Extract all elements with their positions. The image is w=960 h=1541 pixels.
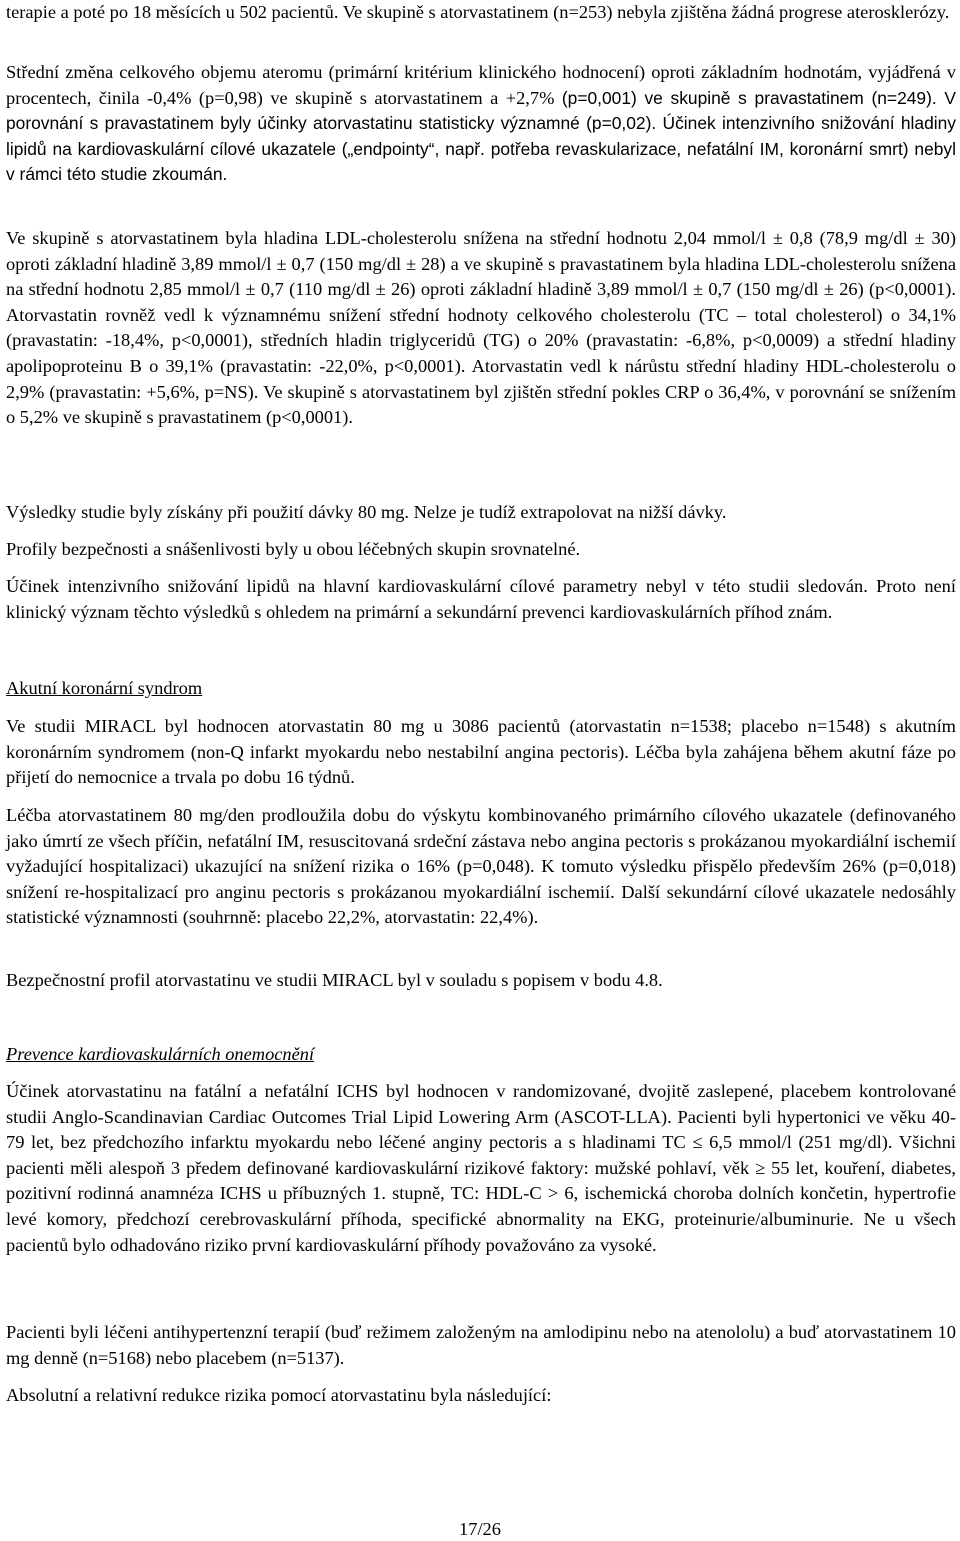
paragraph-safety-profiles: Profily bezpečnosti a snášenlivosti byly u obou léčebných skupin srovnatelné. xyxy=(6,539,581,559)
paragraph-miracl-safety: Bezpečnostní profil atorvastatinu ve studii MIRACL byl v souladu s popisem v bodu 4.8. xyxy=(6,970,663,990)
paragraph-atheroma-volume-part2: (p=0,001) ve skupině s pravastatinem (n=249). V porovnání s pravastatinem byly účinky atorvastatinu statisticky významné (p=0,02). Účinek intenzivního snižování hladiny lipidů na kardiovaskulární cílové ukazatele („endpointy“, např. potřeba revaskularizace, nefatální IM, koronární smrt) nebyl v rámci této studie zkoumán. xyxy=(6,87,956,185)
section-heading-cardiovascular-prevention: Prevence kardiovaskulárních onemocnění xyxy=(6,1044,315,1064)
page-number: 17/26 xyxy=(459,1519,501,1539)
paragraph-miracl-study: Ve studii MIRACL byl hodnocen atorvastatin 80 mg u 3086 pacientů (atorvastatin n=1538; placebo n=1548) s akutním koronárním syndromem (non-Q infarkt myokardu nebo nestabilní angina pectoris). Léčba byla zahájena během akutní fáze po přijetí do nemocnice a trvala po dobu 16 týdnů. xyxy=(6,716,956,788)
paragraph-antihypertensive-therapy: Pacienti byli léčeni antihypertenzní terapií (buď režimem založeným na amlodipinu nebo na atenololu) a buď atorvastatinem 10 mg denně (n=5168) nebo placebem (n=5137). xyxy=(6,1322,956,1368)
paragraph-clinical-significance: Účinek intenzivního snižování lipidů na hlavní kardiovaskulární cílové parametry nebyl v této studii sledován. Proto není klinický význam těchto výsledků s ohledem na primární a sekundární prevenci kardiovaskulárních příhod znám. xyxy=(6,576,956,622)
paragraph-atheroma-volume xyxy=(6,60,956,188)
paragraph-dose-note: Výsledky studie byly získány při použití dávky 80 mg. Nelze je tudíž extrapolovat na nižší dávky. xyxy=(6,502,727,522)
paragraph-miracl-results: Léčba atorvastatinem 80 mg/den prodloužila dobu do výskytu kombinovaného primárního cílového ukazatele (definovaného jako úmrtí ze všech příčin, nefatální IM, resuscitovaná srdeční zástava nebo angina pectoris s prokázanou myokardiální ischemií vyžadující hospitalizaci) ukazující na snížení rizika o 16% (p=0,048). K tomuto výsledku přispělo především 26% (p=0,018) snížení re-hospitalizací pro anginu pectoris s prokázanou myokardiální ischemií. Další sekundární cílové ukazatele nedosáhly statistické významnosti (souhrnně: placebo 22,2%, atorvastatin: 22,4%). xyxy=(6,805,956,928)
section-heading-acute-coronary-syndrome: Akutní koronární syndrom xyxy=(6,678,203,698)
paragraph-atheroma-volume-part1: Střední změna celkového objemu ateromu (primární kritérium klinického hodnocení) oproti základním hodnotám, vyjádřená v procentech, činila -0,4% (p=0,98) ve skupině s atorvastatinem a +2,7% xyxy=(6,62,956,108)
paragraph-progression-result: terapie a poté po 18 měsících u 502 pacientů. Ve skupině s atorvastatinem (n=253) nebyla zjištěna žádná progrese aterosklerózy. xyxy=(6,2,950,22)
paragraph-risk-reduction-intro: Absolutní a relativní redukce rizika pomocí atorvastatinu byla následující: xyxy=(6,1385,552,1405)
paragraph-ldl-results: Ve skupině s atorvastatinem byla hladina LDL-cholesterolu snížena na střední hodnotu 2,04 mmol/l ± 0,8 (78,9 mg/dl ± 30) oproti základní hladině 3,89 mmol/l ± 0,7 (150 mg/dl ± 28) a ve skupině s pravastatinem byla hladina LDL-cholesterolu snížena na střední hodnotu 2,85 mmol/l ± 0,7 (110 mg/dl ± 26) oproti základní hladině 3,89 mmol/l ± 0,7 (150 mg/dl ± 26) (p<0,0001). Atorvastatin rovněž vedl k významnému snížení střední hodnoty celkového cholesterolu (TC – total cholesterol) o 34,1% (pravastatin: -18,4%, p<0,0001), středních hladin triglyceridů (TG) o 20% (pravastatin: -6,8%, p<0,0009) a střední hladiny apolipoproteinu B o 39,1% (pravastatin: -22,0%, p<0,0001). Atorvastatin vedl k nárůstu střední hladiny HDL-cholesterolu o 2,9% (pravastatin: +5,6%, p=NS). Ve skupině s atorvastatinem byl zjištěn střední pokles CRP o 36,4%, v porovnání se snížením o 5,2% ve skupině s pravastatinem (p<0,0001). xyxy=(6,228,956,428)
paragraph-ascot-lla: Účinek atorvastatinu na fatální a nefatální ICHS byl hodnocen v randomizované, dvojitě zaslepené, placebem kontrolované studii Anglo-Scandinavian Cardiac Outcomes Trial Lipid Lowering Arm (ASCOT-LLA). Pacienti byli hypertonici ve věku 40-79 let, bez předchozího infarktu myokardu nebo léčené anginy pectoris a s hladinami TC ≤ 6,5 mmol/l (251 mg/dl). Všichni pacienti měli alespoň 3 předem definované kardiovaskulární rizikové faktory: mužské pohlaví, věk ≥ 55 let, kouření, diabetes, pozitivní rodinná anamnéza ICHS u příbuzných 1. stupně, TC: HDL-C > 6, ischemická choroba dolních končetin, hypertrofie levé komory, předchozí cerebrovaskulární příhoda, specifické abnormality na EKG, proteinurie/albuminurie. Ne u všech pacientů bylo odhadováno riziko první kardiovaskulární příhody považováno za vysoké. xyxy=(6,1081,956,1255)
